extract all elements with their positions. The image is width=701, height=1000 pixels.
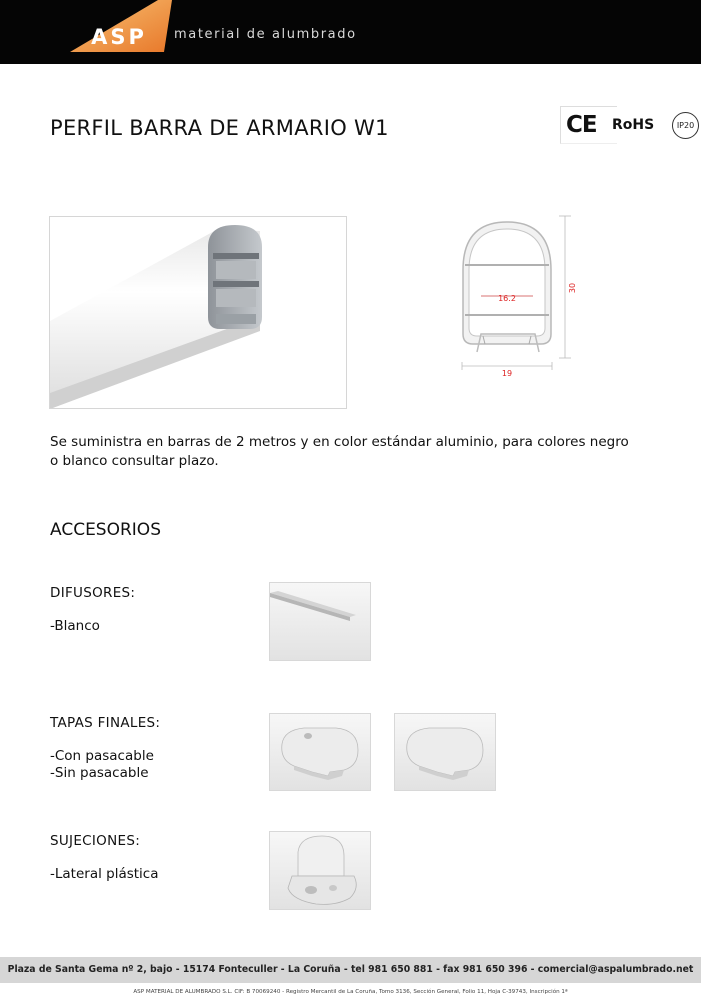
diffuser-image [269,582,371,661]
dimension-outer-width: 19 [501,369,513,376]
bracket-icon [270,832,370,909]
footer-legal: ASP MATERIAL DE ALUMBRADO S.L. CIF: B 70069240 - Registro Mercantil de La Coruña, Tomo 3136, Sección General, Folio 11, Hoja C-39743, Inscripción 1ª [133,989,568,995]
footer-address: Plaza de Santa Gema nº 2, bajo - 15174 Fonteculler - La Coruña - tel 981 650 881 - fax 981 650 396 - comercial@aspalumbrado.net [7,964,694,975]
profile-render-icon [50,217,346,408]
logo-text[interactable]: ASP [91,25,147,49]
category-title-sujeciones: SUJECIONES: [50,833,141,849]
end-cap-icon [395,714,495,790]
dimension-height: 30 [568,282,577,294]
diffuser-icon [270,583,370,660]
accessories-heading: ACCESORIOS [50,520,161,540]
page-title: PERFIL BARRA DE ARMARIO W1 [50,116,389,140]
list-item: -Blanco [50,618,100,634]
ce-mark: CE [566,112,597,138]
list-item: -Con pasacable [50,748,154,764]
list-item: -Sin pasacable [50,765,149,781]
list-item: -Lateral plástica [50,866,159,882]
category-title-difusores: DIFUSORES: [50,585,136,601]
bracket-image [269,831,371,910]
dimension-inner-width: 16.2 [498,294,516,303]
product-description: Se suministra en barras de 2 metros y en color estándar aluminio, para colores negro o blanco consultar plazo. [50,434,629,469]
end-cap-with-cable-image [269,713,371,791]
cross-section-diagram [455,212,580,376]
header-tagline: material de alumbrado [174,27,357,42]
product-image [49,216,347,409]
ip-rating-badge: IP20 [672,112,699,139]
end-cap-icon [270,714,370,790]
category-title-tapas: TAPAS FINALES: [50,715,161,731]
rohs-mark: RoHS [612,117,655,133]
end-cap-without-cable-image [394,713,496,791]
